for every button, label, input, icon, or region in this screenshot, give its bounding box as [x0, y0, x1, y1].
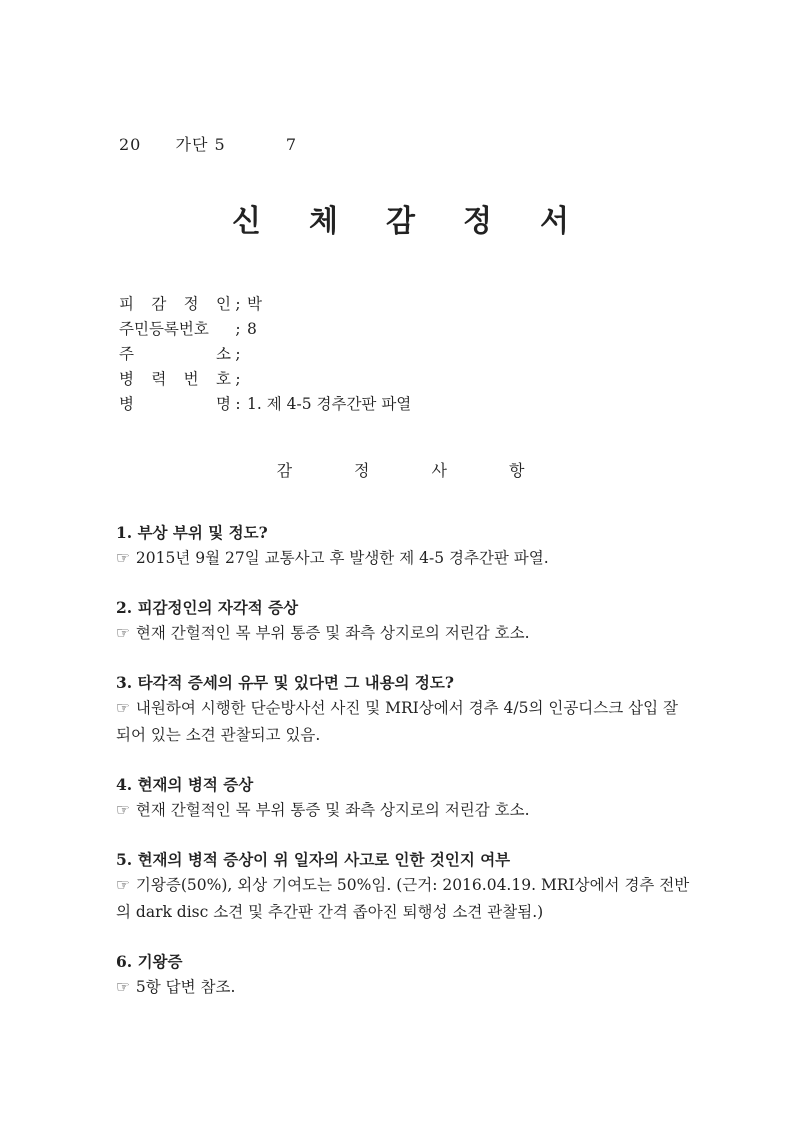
info-row-registration [119, 317, 411, 342]
pointing-hand-icon: ☞ [116, 699, 130, 717]
assessment-items [116, 520, 696, 1024]
assessment-item [116, 847, 696, 926]
document-title [0, 196, 801, 240]
pointing-hand-icon: ☞ [116, 801, 130, 819]
info-separator: ; [235, 370, 241, 388]
item-question: 2. 피감정인의 자각적 증상 [116, 598, 299, 617]
section-char: 감 [276, 461, 293, 480]
item-answer [116, 797, 696, 824]
info-label: 병 력 번 호 [119, 370, 231, 388]
item-question: 1. 부상 부위 및 정도? [116, 523, 268, 542]
case-type: 가단 5 [175, 135, 226, 154]
section-char: 정 [354, 461, 370, 480]
item-question: 3. 타각적 증세의 유무 및 있다면 그 내용의 정도? [116, 673, 454, 692]
info-separator: : [235, 395, 241, 413]
info-value: 박 [247, 295, 262, 313]
assessment-item [116, 949, 696, 1001]
info-row-address [119, 342, 411, 367]
info-label: 병 명 [119, 395, 231, 413]
item-answer [116, 872, 696, 926]
info-value [245, 367, 247, 392]
info-value: 8 [247, 320, 257, 338]
info-label: 피 감 정 인 [119, 295, 231, 313]
info-separator: ; [235, 320, 241, 338]
info-value [245, 342, 247, 367]
case-seq: 7 [285, 135, 298, 154]
section-char: 사 [431, 461, 447, 480]
item-answer [116, 695, 696, 749]
subject-info [119, 292, 411, 417]
info-value: 1. 제 4-5 경추간판 파열 [247, 395, 412, 413]
item-answer-text: 5항 답변 참조. [135, 978, 236, 996]
assessment-item [116, 595, 696, 647]
section-char: 항 [508, 461, 525, 480]
assessment-item [116, 520, 696, 572]
info-row-subject [119, 292, 411, 317]
pointing-hand-icon: ☞ [116, 549, 130, 567]
info-row-record [119, 367, 411, 392]
title-char: 감 [386, 204, 415, 239]
pointing-hand-icon: ☞ [116, 624, 130, 642]
assessment-item [116, 670, 696, 749]
pointing-hand-icon: ☞ [116, 876, 130, 894]
item-question: 4. 현재의 병적 증상 [116, 775, 254, 794]
item-question: 6. 기왕증 [116, 952, 183, 971]
case-number [119, 132, 297, 155]
case-year: 20 [119, 135, 142, 154]
item-answer-text: 현재 간헐적인 목 부위 통증 및 좌측 상지로의 저린감 호소. [135, 801, 530, 819]
assessment-item [116, 772, 696, 824]
title-char: 신 [232, 204, 262, 239]
item-answer [116, 545, 696, 572]
item-answer-text: 2015년 9월 27일 교통사고 후 발생한 제 4-5 경추간판 파열. [135, 549, 549, 567]
section-heading [0, 458, 801, 481]
info-row-diagnosis [119, 392, 411, 417]
info-separator: ; [235, 345, 241, 363]
title-char: 체 [309, 204, 338, 239]
pointing-hand-icon: ☞ [116, 978, 130, 996]
info-label: 주민등록번호 [119, 320, 209, 338]
title-char: 서 [539, 204, 569, 239]
item-answer-text: 기왕증(50%), 외상 기여도는 50%임. (근거: 2016.04.19. MRI상에서 경추 전반의 dark disc 소견 및 추간판 간격 좁아진 퇴행성 소견 관찰됨.) [116, 876, 690, 921]
item-question: 5. 현재의 병적 증상이 위 일자의 사고로 인한 것인지 여부 [116, 850, 511, 869]
title-char: 정 [462, 204, 492, 239]
item-answer-text: 내원하여 시행한 단순방사선 사진 및 MRI상에서 경추 4/5의 인공디스크 삽입 잘 되어 있는 소견 관찰되고 있음. [116, 699, 679, 744]
item-answer [116, 974, 696, 1001]
item-answer-text: 현재 간헐적인 목 부위 통증 및 좌측 상지로의 저린감 호소. [135, 624, 530, 642]
info-separator: ; [235, 295, 241, 313]
info-label: 주 소 [119, 345, 231, 363]
item-answer [116, 620, 696, 647]
